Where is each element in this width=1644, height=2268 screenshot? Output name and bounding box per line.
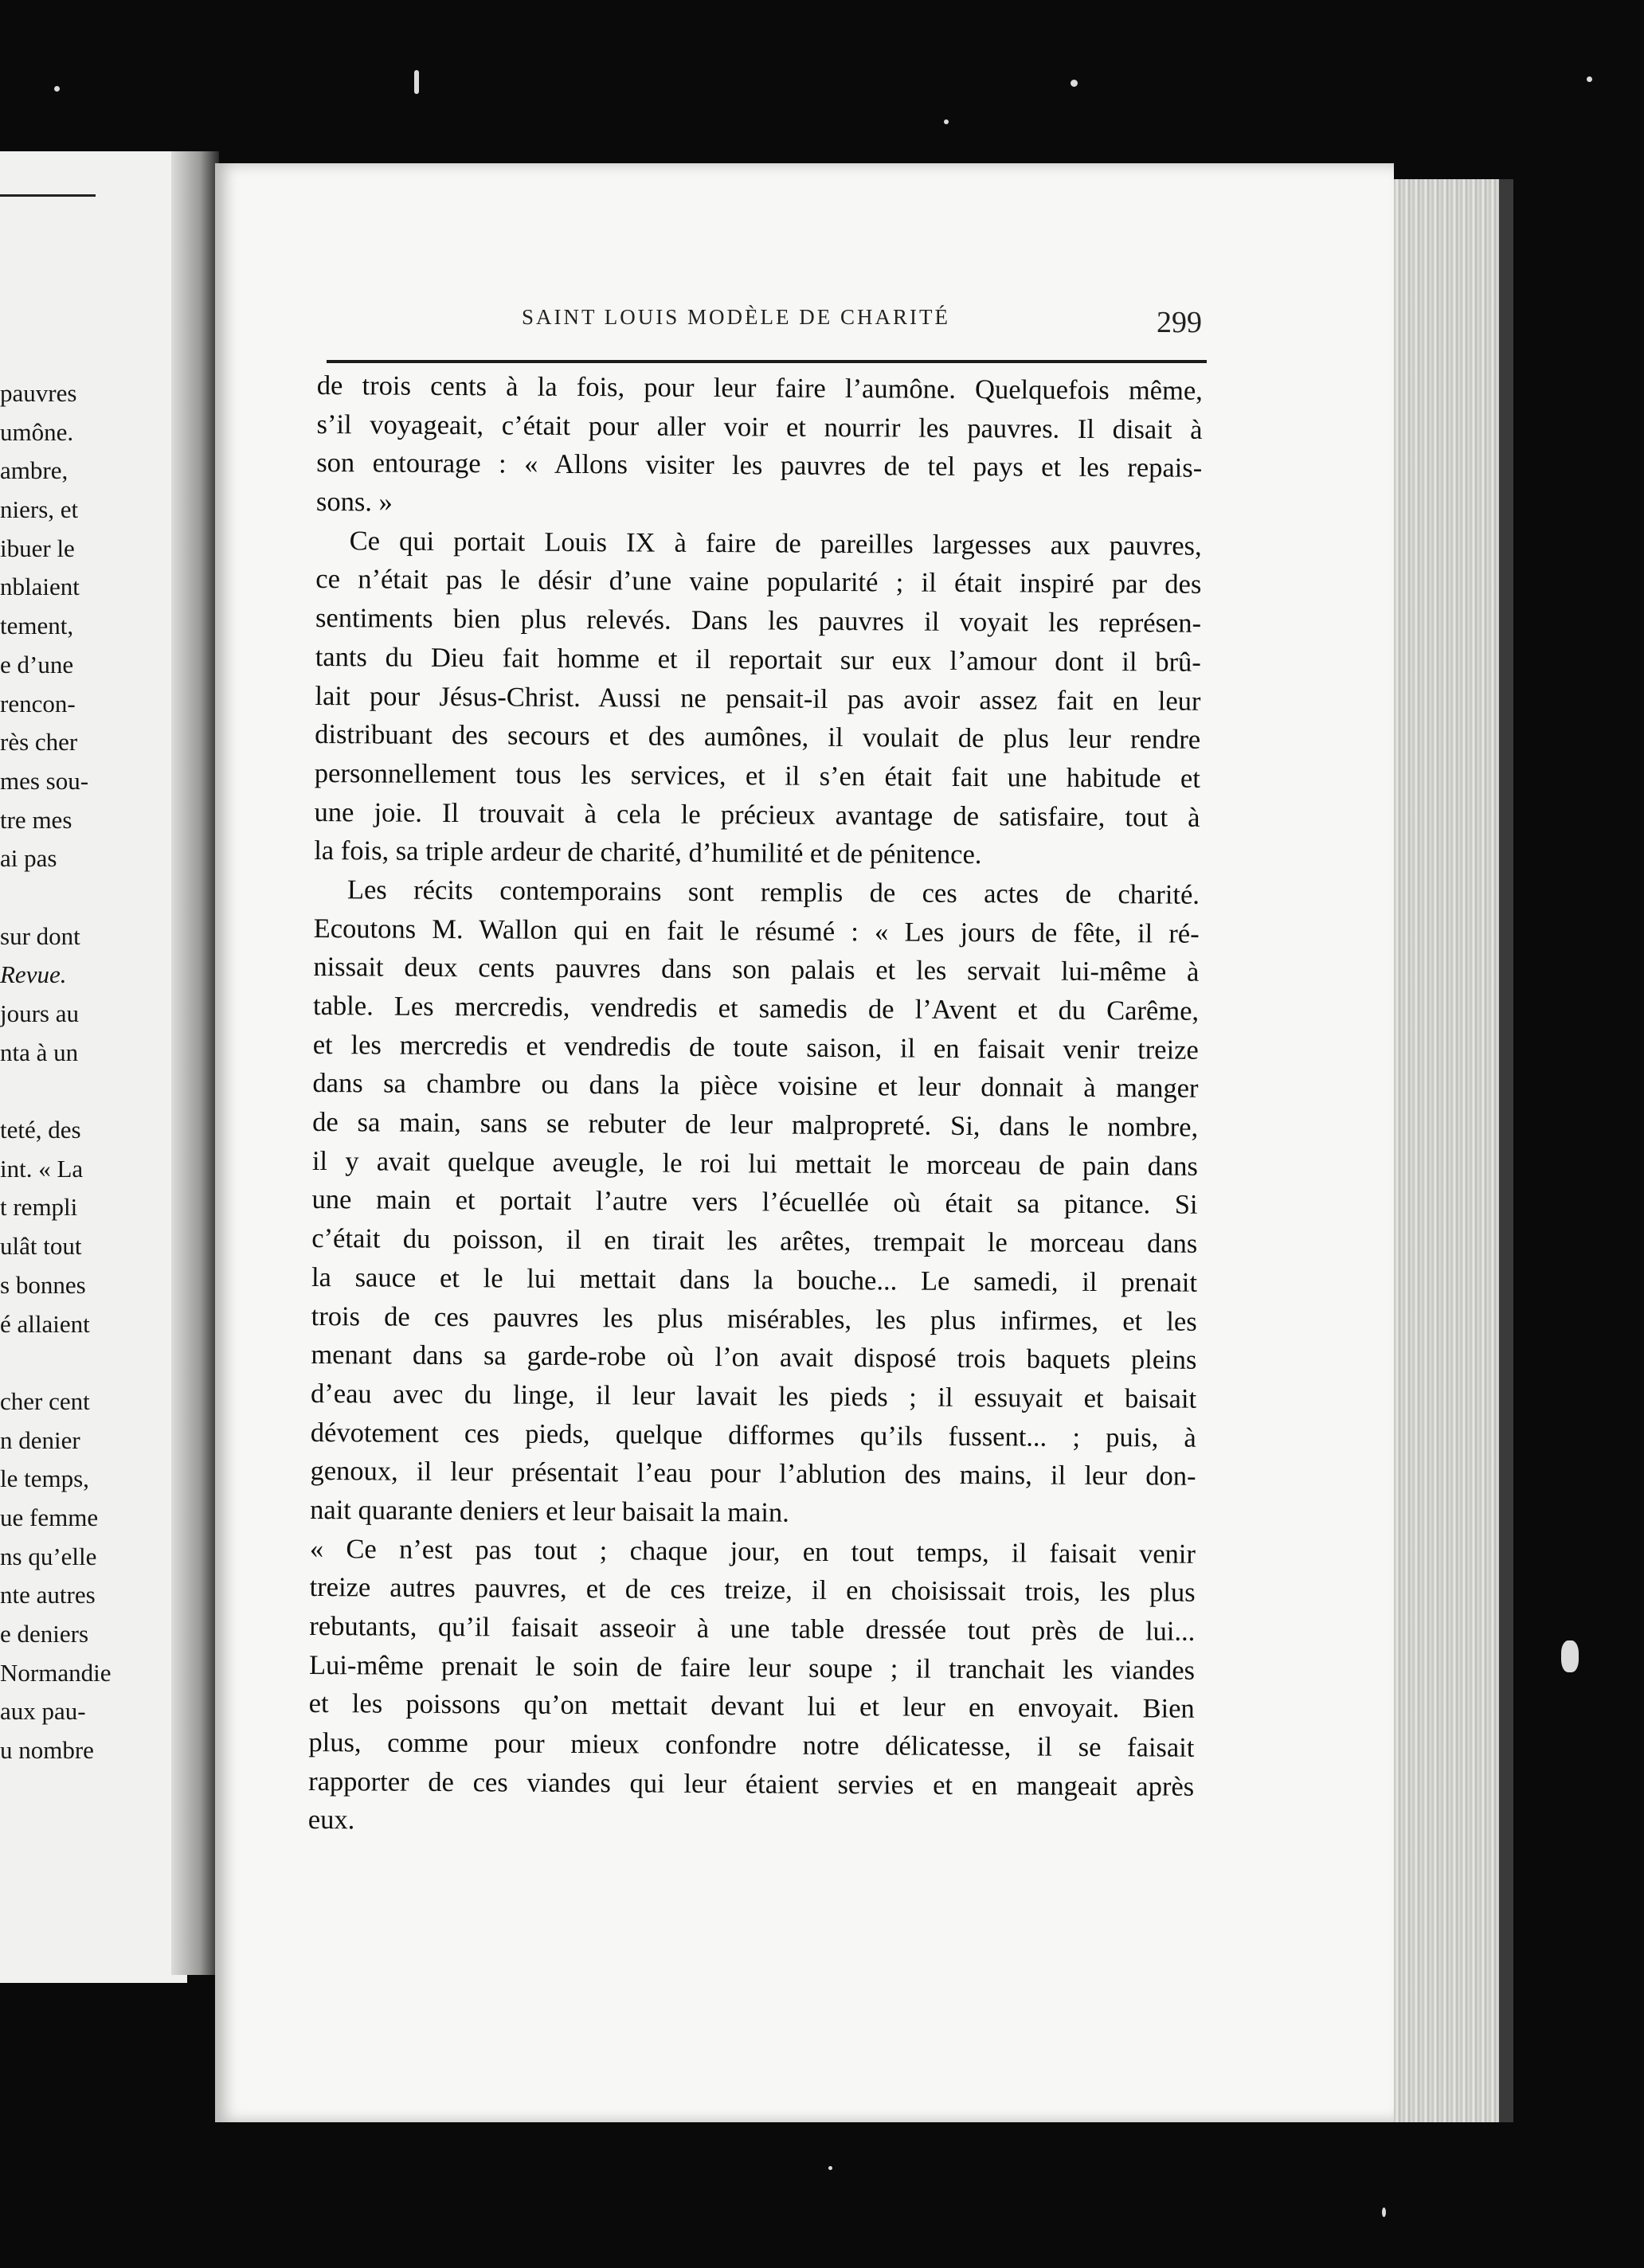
facing-line: rencon- bbox=[0, 689, 76, 718]
text-line: dans sa chambre ou dans la pièce voisine et leur donnait à manger bbox=[312, 1068, 1199, 1105]
text-line: eux. bbox=[307, 1805, 355, 1836]
text-line: s’il voyageait, c’était pour aller voir et nourrir les pauvres. Il disait à bbox=[316, 409, 1203, 445]
facing-line: pauvres bbox=[0, 379, 77, 407]
facing-line: e d’une bbox=[0, 650, 74, 678]
facing-line: aux pau- bbox=[0, 1697, 86, 1726]
text-line: rebutants, qu’il faisait asseoir à une table dressée tout près de lui... bbox=[309, 1610, 1196, 1647]
dust-speck bbox=[414, 70, 419, 94]
text-line: sons. » bbox=[315, 487, 393, 518]
dust-speck bbox=[944, 119, 949, 124]
text-line: Lui-même prenait le soin de faire leur soupe ; il tranchait les viandes bbox=[308, 1649, 1196, 1686]
text-line: et les mercredis et vendredis de toute saison, il en faisait venir treize bbox=[312, 1029, 1199, 1066]
text-line: c’était du poisson, il en tirait les arêtes, trempait le morceau dans bbox=[311, 1223, 1198, 1259]
facing-line: cher cent bbox=[0, 1386, 90, 1415]
facing-line: tement, bbox=[0, 612, 74, 640]
facing-line: ambre, bbox=[0, 456, 68, 485]
dust-speck bbox=[1382, 2207, 1386, 2217]
dust-speck bbox=[1561, 1640, 1579, 1672]
facing-line: é allaient bbox=[0, 1309, 90, 1338]
text-line: personnellement tous les services, et il s’en était fait une habitude et bbox=[314, 757, 1200, 794]
text-line: d’eau avec du linge, il leur lavait les pieds ; il essuyait et baisait bbox=[311, 1378, 1197, 1414]
facing-line: nblaient bbox=[0, 573, 80, 601]
dust-speck bbox=[54, 86, 60, 92]
text-line: sentiments bien plus relevés. Dans les pauvres il voyait les représen- bbox=[315, 603, 1202, 639]
text-line: Ecoutons M. Wallon qui en fait le résumé : « Les jours de fête, il ré- bbox=[313, 913, 1200, 949]
facing-line: e deniers bbox=[0, 1620, 89, 1648]
text-line: rapporter de ces viandes qui leur étaient servies et en mangeait après bbox=[308, 1766, 1195, 1802]
text-line: il y avait quelque aveugle, le roi lui mettait le morceau de pain dans bbox=[311, 1145, 1199, 1182]
text-line: une joie. Il trouvait à cela le précieux avantage de satisfaire, tout à bbox=[314, 796, 1200, 833]
facing-line: mes sou- bbox=[0, 766, 89, 795]
facing-line: ai pas bbox=[0, 844, 57, 873]
facing-line: s bonnes bbox=[0, 1270, 86, 1299]
text-line: Ce qui portait Louis IX à faire de pareilles largesses aux pauvres, bbox=[349, 526, 1202, 561]
facing-line: tre mes bbox=[0, 805, 72, 834]
facing-line: umône. bbox=[0, 417, 74, 446]
facing-line: int. « La bbox=[0, 1154, 84, 1183]
facing-page-text bbox=[0, 374, 187, 1770]
text-line: trois de ces pauvres les plus misérables, les plus infirmes, et les bbox=[311, 1300, 1197, 1337]
text-line: treize autres pauvres, et de ces treize, il en choisissait trois, les plus bbox=[309, 1572, 1196, 1609]
text-line: « Ce n’est pas tout ; chaque jour, en tout temps, il faisait venir bbox=[309, 1533, 1196, 1570]
text-line: menant dans sa garde-robe où l’on avait disposé trois baquets pleins bbox=[311, 1339, 1197, 1375]
text-line: Les récits contemporains sont remplis de ces actes de charité. bbox=[346, 874, 1200, 910]
text-line: de sa main, sans se rebuter de leur malpropreté. Si, dans le nombre, bbox=[312, 1107, 1199, 1143]
text-line: ce n’était pas le désir d’une vaine popularité ; il était inspiré par des bbox=[315, 564, 1202, 600]
facing-line: jours au bbox=[0, 999, 80, 1027]
head-rule bbox=[327, 360, 1207, 363]
facing-line: t rempli bbox=[0, 1193, 78, 1222]
text-line: table. Les mercredis, vendredis et samedis de l’Avent et du Carême, bbox=[312, 990, 1200, 1026]
text-line: lait pour Jésus-Christ. Aussi ne pensait-il pas avoir assez fait en leur bbox=[315, 680, 1201, 717]
text-line: plus, comme pour mieux confondre notre délicatesse, il se faisait bbox=[308, 1727, 1195, 1763]
facing-line: Revue. bbox=[0, 960, 67, 989]
facing-line: n denier bbox=[0, 1425, 80, 1454]
text-line: nissait deux cents pauvres dans son palais et les servait lui-même à bbox=[313, 952, 1200, 988]
text-line: distribuant des secours et des aumônes, il voulait de plus leur rendre bbox=[315, 719, 1201, 755]
facing-line: le temps, bbox=[0, 1464, 89, 1493]
facing-line: Normandie bbox=[0, 1658, 112, 1687]
text-line: une main et portait l’autre vers l’écuellée où était sa pitance. Si bbox=[311, 1184, 1198, 1221]
text-line: la sauce et le lui mettait dans la bouche... Le samedi, il prenait bbox=[311, 1261, 1198, 1298]
running-head: SAINT LOUIS MODÈLE DE CHARITÉ bbox=[522, 305, 950, 329]
facing-line: ulât tout bbox=[0, 1232, 82, 1261]
facing-paragraph-gap bbox=[0, 1072, 187, 1111]
text-line: son entourage : « Allons visiter les pauvres de tel pays et les repais- bbox=[316, 448, 1203, 484]
text-line: de trois cents à la fois, pour leur faire l’aumône. Quelquefois même, bbox=[316, 370, 1203, 406]
facing-page-head-rule bbox=[0, 194, 96, 197]
page-number: 299 bbox=[1157, 306, 1202, 339]
dust-speck bbox=[1071, 80, 1078, 87]
text-line: dévotement ces pieds, quelque difformes qu’ils fussent... ; puis, à bbox=[310, 1417, 1196, 1453]
body-text bbox=[308, 366, 1203, 1845]
text-line: et les poissons qu’on mettait devant lui et leur en envoyait. Bien bbox=[308, 1688, 1195, 1725]
facing-line: niers, et bbox=[0, 495, 79, 524]
facing-line: sur dont bbox=[0, 921, 80, 950]
text-line: la fois, sa triple ardeur de charité, d’humilité et de pénitence. bbox=[314, 835, 982, 870]
text-line: nait quarante deniers et leur baisait la main. bbox=[310, 1494, 789, 1528]
dust-speck bbox=[828, 2166, 832, 2170]
text-line: tants du Dieu fait homme et il reportait sur eux l’amour dont il brû- bbox=[315, 641, 1201, 678]
dust-speck bbox=[1587, 76, 1592, 82]
text-line: genoux, il leur présentait l’eau pour l’ablution des mains, il leur don- bbox=[310, 1456, 1196, 1492]
facing-line: teté, des bbox=[0, 1116, 81, 1144]
facing-line: nte autres bbox=[0, 1581, 96, 1609]
facing-line: ibuer le bbox=[0, 534, 75, 562]
facing-line: u nombre bbox=[0, 1736, 94, 1765]
facing-paragraph-gap bbox=[0, 878, 187, 917]
facing-line: rès cher bbox=[0, 728, 78, 757]
facing-line: ue femme bbox=[0, 1503, 99, 1531]
facing-paragraph-gap bbox=[0, 1343, 187, 1382]
facing-line: ns qu’elle bbox=[0, 1542, 97, 1570]
facing-line: nta à un bbox=[0, 1038, 79, 1066]
